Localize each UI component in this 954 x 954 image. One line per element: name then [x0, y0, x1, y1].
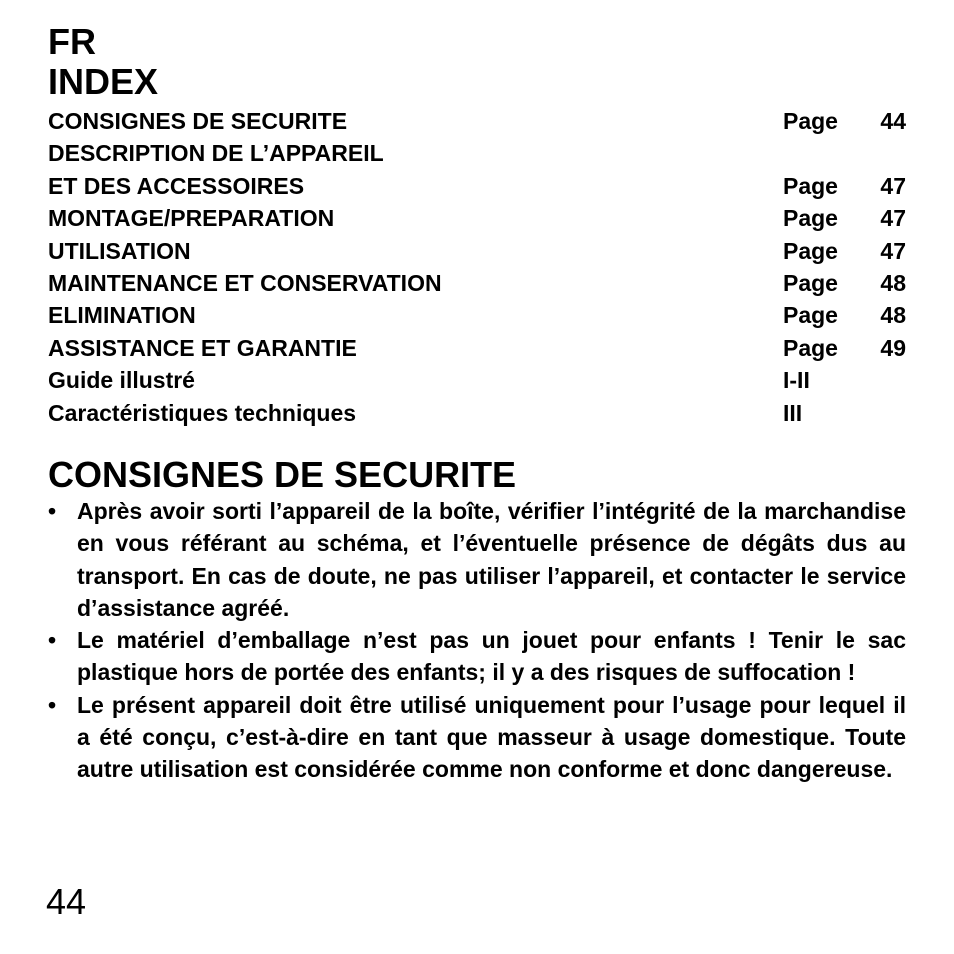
toc-row — [48, 299, 906, 331]
table-of-contents — [48, 105, 906, 429]
toc-page-number: 47 — [880, 237, 906, 264]
toc-row — [48, 397, 906, 429]
language-code: FR — [48, 21, 96, 62]
document-page — [48, 22, 906, 786]
bullet-icon: • — [48, 691, 57, 718]
toc-page-word: I-II — [783, 367, 810, 394]
toc-page-number: 48 — [880, 302, 906, 329]
safety-list — [48, 495, 906, 786]
toc-row — [48, 267, 906, 299]
toc-label: UTILISATION — [48, 237, 191, 264]
toc-label: MAINTENANCE ET CONSERVATION — [48, 269, 442, 296]
toc-row — [48, 364, 906, 396]
toc-row — [48, 235, 906, 267]
list-item-text: Après avoir sorti l’appareil de la boîte, vérifier l’intégrité de la marchandise en vous référant au schéma, et l’éventuelle présence de dégâts dus au transport. En cas de doute, ne pas utiliser l’appareil, et contacter le service d’assistance agréé. — [77, 497, 906, 621]
toc-label: DESCRIPTION DE L’APPAREIL — [48, 140, 384, 167]
toc-page-word: Page — [783, 172, 838, 199]
list-item — [48, 495, 906, 624]
toc-label: Caractéristiques techniques — [48, 399, 357, 426]
toc-label: ELIMINATION — [48, 302, 196, 329]
toc-row — [48, 105, 906, 137]
toc-page-word: III — [783, 399, 803, 426]
list-item — [48, 689, 906, 786]
toc-label: ASSISTANCE ET GARANTIE — [48, 334, 357, 361]
list-item-text: Le matériel d’emballage n’est pas un jouet pour enfants ! Tenir le sac plastique hors de portée des enfants; il y a des risques de suffocation ! — [77, 627, 906, 686]
toc-page-word: Page — [783, 205, 838, 232]
toc-row — [48, 137, 906, 169]
toc-page-word: Page — [783, 269, 838, 296]
bullet-icon: • — [48, 497, 57, 524]
toc-page-word: Page — [783, 108, 838, 134]
toc-page-word: Page — [783, 237, 838, 264]
toc-label: CONSIGNES DE SECURITE — [48, 108, 348, 134]
toc-page-number: 48 — [880, 269, 906, 296]
toc-page-word: Page — [783, 334, 838, 361]
toc-page-number: 44 — [880, 108, 906, 134]
toc-label: Guide illustré — [48, 367, 195, 394]
toc-page-word: Page — [783, 302, 838, 329]
list-item-text: Le présent appareil doit être utilisé uniquement pour l’usage pour lequel il a été conçu, c’est-à-dire en tant que masseur à usage domestique. Toute autre utilisation est considérée comme non conforme et donc dangereuse. — [77, 691, 906, 783]
toc-page-number: 47 — [880, 172, 906, 199]
toc-label: MONTAGE/PREPARATION — [48, 205, 335, 232]
toc-label: ET DES ACCESSOIRES — [48, 172, 305, 199]
index-title: INDEX — [48, 61, 159, 102]
safety-section-title: CONSIGNES DE SECURITE — [48, 453, 517, 495]
toc-page-number: 49 — [880, 334, 906, 361]
page-number: 44 — [46, 881, 87, 922]
toc-row — [48, 170, 906, 202]
list-item — [48, 624, 906, 689]
toc-row — [48, 202, 906, 234]
bullet-icon: • — [48, 627, 57, 654]
toc-page-number: 47 — [880, 205, 906, 232]
toc-row — [48, 332, 906, 364]
